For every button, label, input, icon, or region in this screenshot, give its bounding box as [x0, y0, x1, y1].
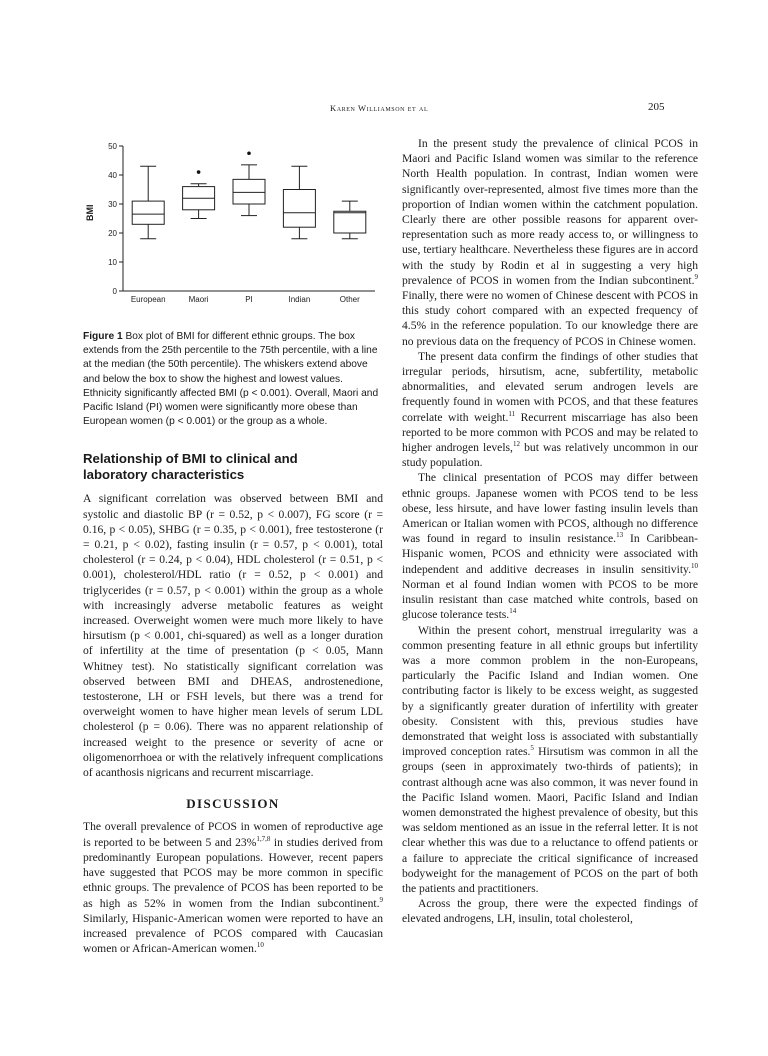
citation-ref: 11	[508, 409, 516, 418]
y-tick-label: 30	[108, 200, 117, 209]
citation-ref: 13	[616, 531, 624, 540]
citation-ref: 9	[694, 272, 698, 281]
text-run: Recurrent miscarriage has also been reported to be more common with PCOS and may be related to higher androgen levels,	[402, 410, 698, 455]
x-tick-label: Other	[339, 295, 360, 304]
left-column	[83, 330, 383, 956]
outlier-point	[247, 151, 251, 155]
box-iqr	[233, 179, 265, 204]
x-tick-label: Maori	[188, 295, 209, 304]
prevalence-paragraph	[83, 819, 383, 956]
section-heading-line2: laboratory characteristics	[83, 467, 245, 483]
box-iqr	[334, 211, 366, 233]
box-iqr	[132, 201, 164, 224]
text-run: The present data confirm the findings of other studies that irregular periods, hirsutism, acne, subfertility, metabolic abnormalities, and elevated serum androgen levels are frequently found in women with PCOS, and that these features correlate with weight.	[402, 349, 698, 424]
x-tick-label: Indian	[288, 295, 311, 304]
figure-caption-text: Box plot of BMI for different ethnic groups. The box extends from the 25th percentile to the 75th percentile, with a line at the median (the 50th percentile). The whiskers extend above and below the box to show the highest and lowest values. Ethnicity significantly affected BMI (p < 0.001). Overall, Maori and Pacific Island (PI) women were significantly more obese than European women (p < 0.001) or the group as a whole.	[83, 331, 379, 428]
bmi-correlation-paragraph: A significant correlation was observed between BMI and systolic and diastolic BP (r = 0.52, p < 0.007), FG score (r = 0.16, p < 0.05), SHBG (r = 0.35, p < 0.001), free testosterone (r = 0.21, p < 0.02), fasting insulin (r = 0.57, p < 0.001), total cholesterol (r = 0.24, p < 0.04), HDL cholesterol (r = 0.51, p < 0.001), cholesterol/HDL ratio (r = 0.52, p < 0.001) and triglycerides (r = 0.57, p < 0.001) within the group as a whole with increasingly adverse metabolic features as weight increased. Overweight women were much more likely to have hirsutism (p < 0.001, chi-squared) as well as a longer duration of infertility at the time of presentation (p < 0.05, Mann Whitney test). No statistically significant correlation was observed between BMI and DHEAS, androstenedione, testosterone, LH or FSH levels, but there was a trend for overweight women to have higher mean levels of serum LDL cholesterol (p = 0.06). There was no apparent relationship of increased weight to the presence or severity of acne or oligomenorrhoea or with the relatively infrequent complications of acanthosis nigricans and recurrent miscarriage.	[83, 492, 383, 780]
across-group-paragraph: Across the group, there were the expected findings of elevated androgens, LH, insulin, total cholesterol,	[402, 897, 698, 926]
citation-ref: 9	[379, 895, 383, 904]
text-run: in studies derived from predominantly European populations. However, recent papers have suggested that PCOS may be more common in specific ethnic groups. The prevalence of PCOS has been reported to be as high as 52% in women from the Indian subcontinent.	[83, 835, 383, 910]
confirm-findings-paragraph	[402, 349, 698, 471]
y-axis-label: BMI	[85, 204, 95, 221]
y-tick-label: 50	[108, 142, 117, 151]
figure-caption	[83, 330, 383, 429]
section-heading	[83, 451, 383, 483]
text-run: The overall prevalence of PCOS in women of reproductive age is reported to be between 5 and 23%	[83, 820, 383, 849]
text-run: Norman et al found Indian women with PCOS to be more insulin resistant than case matched white controls, based on glucose tolerance tests.	[402, 577, 698, 622]
x-tick-label: European	[130, 295, 166, 304]
running-head: Karen Williamson et al	[330, 103, 429, 113]
page-number: 205	[648, 101, 665, 113]
y-tick-label: 20	[108, 229, 117, 238]
text-run: The clinical presentation of PCOS may differ between ethnic groups. Japanese women with PCOS tend to be less obese, less hirsute, and have lower fasting insulin levels than American or Italian women with PCOS, although no difference was found in regard to insulin resistance.	[402, 471, 698, 546]
x-tick-label: PI	[245, 295, 253, 304]
bmi-box-plot	[83, 138, 383, 318]
citation-ref: 5	[530, 744, 534, 753]
citation-ref: 10	[691, 561, 698, 570]
text-run: Finally, there were no women of Chinese descent with PCOS in this study cohort compared with an expected frequency of 4.5% in the reference population. To our knowledge there are no previous data on the frequency of PCOS in Chinese women.	[402, 289, 698, 348]
present-study-paragraph	[402, 136, 698, 349]
y-tick-label: 0	[112, 287, 117, 296]
citation-ref: 14	[509, 607, 517, 616]
citation-ref: 1,7,8	[256, 834, 271, 843]
text-run: Similarly, Hispanic-American women were reported to have an increased prevalence of PCOS compared with Caucasian women or African-American women.	[83, 911, 383, 956]
text-run: In the present study the prevalence of clinical PCOS in Maori and Pacific Island women was similar to the reference North Health population. In contrast, Indian women were significantly over-represented, almost five times more than the proportion of Indian women within the catchment population. Clearly there are other possible reasons for apparent over-representation such as more ready access to, or willingness to use, tertiary healthcare. Nevertheless these figures are in accord with the study by Rodin et al in suggesting a very high prevalence of PCOS in women from the Indian subcontinent.	[402, 137, 698, 287]
cohort-paragraph	[402, 623, 698, 897]
text-run: but was relatively uncommon in our study population.	[402, 441, 699, 470]
section-heading-line1: Relationship of BMI to clinical and	[83, 451, 298, 467]
right-column	[402, 136, 698, 927]
citation-ref: 12	[512, 440, 520, 449]
outlier-point	[197, 170, 201, 174]
text-run: In Caribbean-Hispanic women, PCOS and ethnicity were associated with independent and additive decreases in insulin sensitivity.	[402, 532, 698, 576]
y-tick-label: 10	[108, 258, 117, 267]
text-run: Hirsutism was common in all the groups (seen in approximately two-thirds of patients); in contrast although acne was also common, it was never found in the Pacific Island women. Maori, Pacific Island and Indian women demonstrated the highest prevalence of obesity, but this was seldom mentioned as an issue in the referral letter. It is not clear whether this was due to a reluctance to offend patients or a failure to appreciate the critical significance of increased bodyweight for the management of PCOS on the part of both the patients and practitioners.	[402, 745, 698, 895]
figure-caption-label: Figure 1	[83, 331, 123, 342]
citation-ref: 10	[256, 941, 264, 950]
text-run: Within the present cohort, menstrual irregularity was a common presenting feature in all ethnic groups but infertility was a more common problem in the non-Europeans, particularly the Pacific Island and Indian women. One contributing factor is likely to be excess weight, as suggested by a significantly greater duration of infertility with greater obesity. Consistent with this, previous studies have demonstrated that weight loss is associated with substantially improved conception rates.	[402, 623, 698, 759]
discussion-heading: DISCUSSION	[186, 796, 280, 812]
box-iqr	[283, 190, 315, 228]
y-tick-label: 40	[108, 171, 117, 180]
clinical-presentation-paragraph	[402, 470, 698, 622]
